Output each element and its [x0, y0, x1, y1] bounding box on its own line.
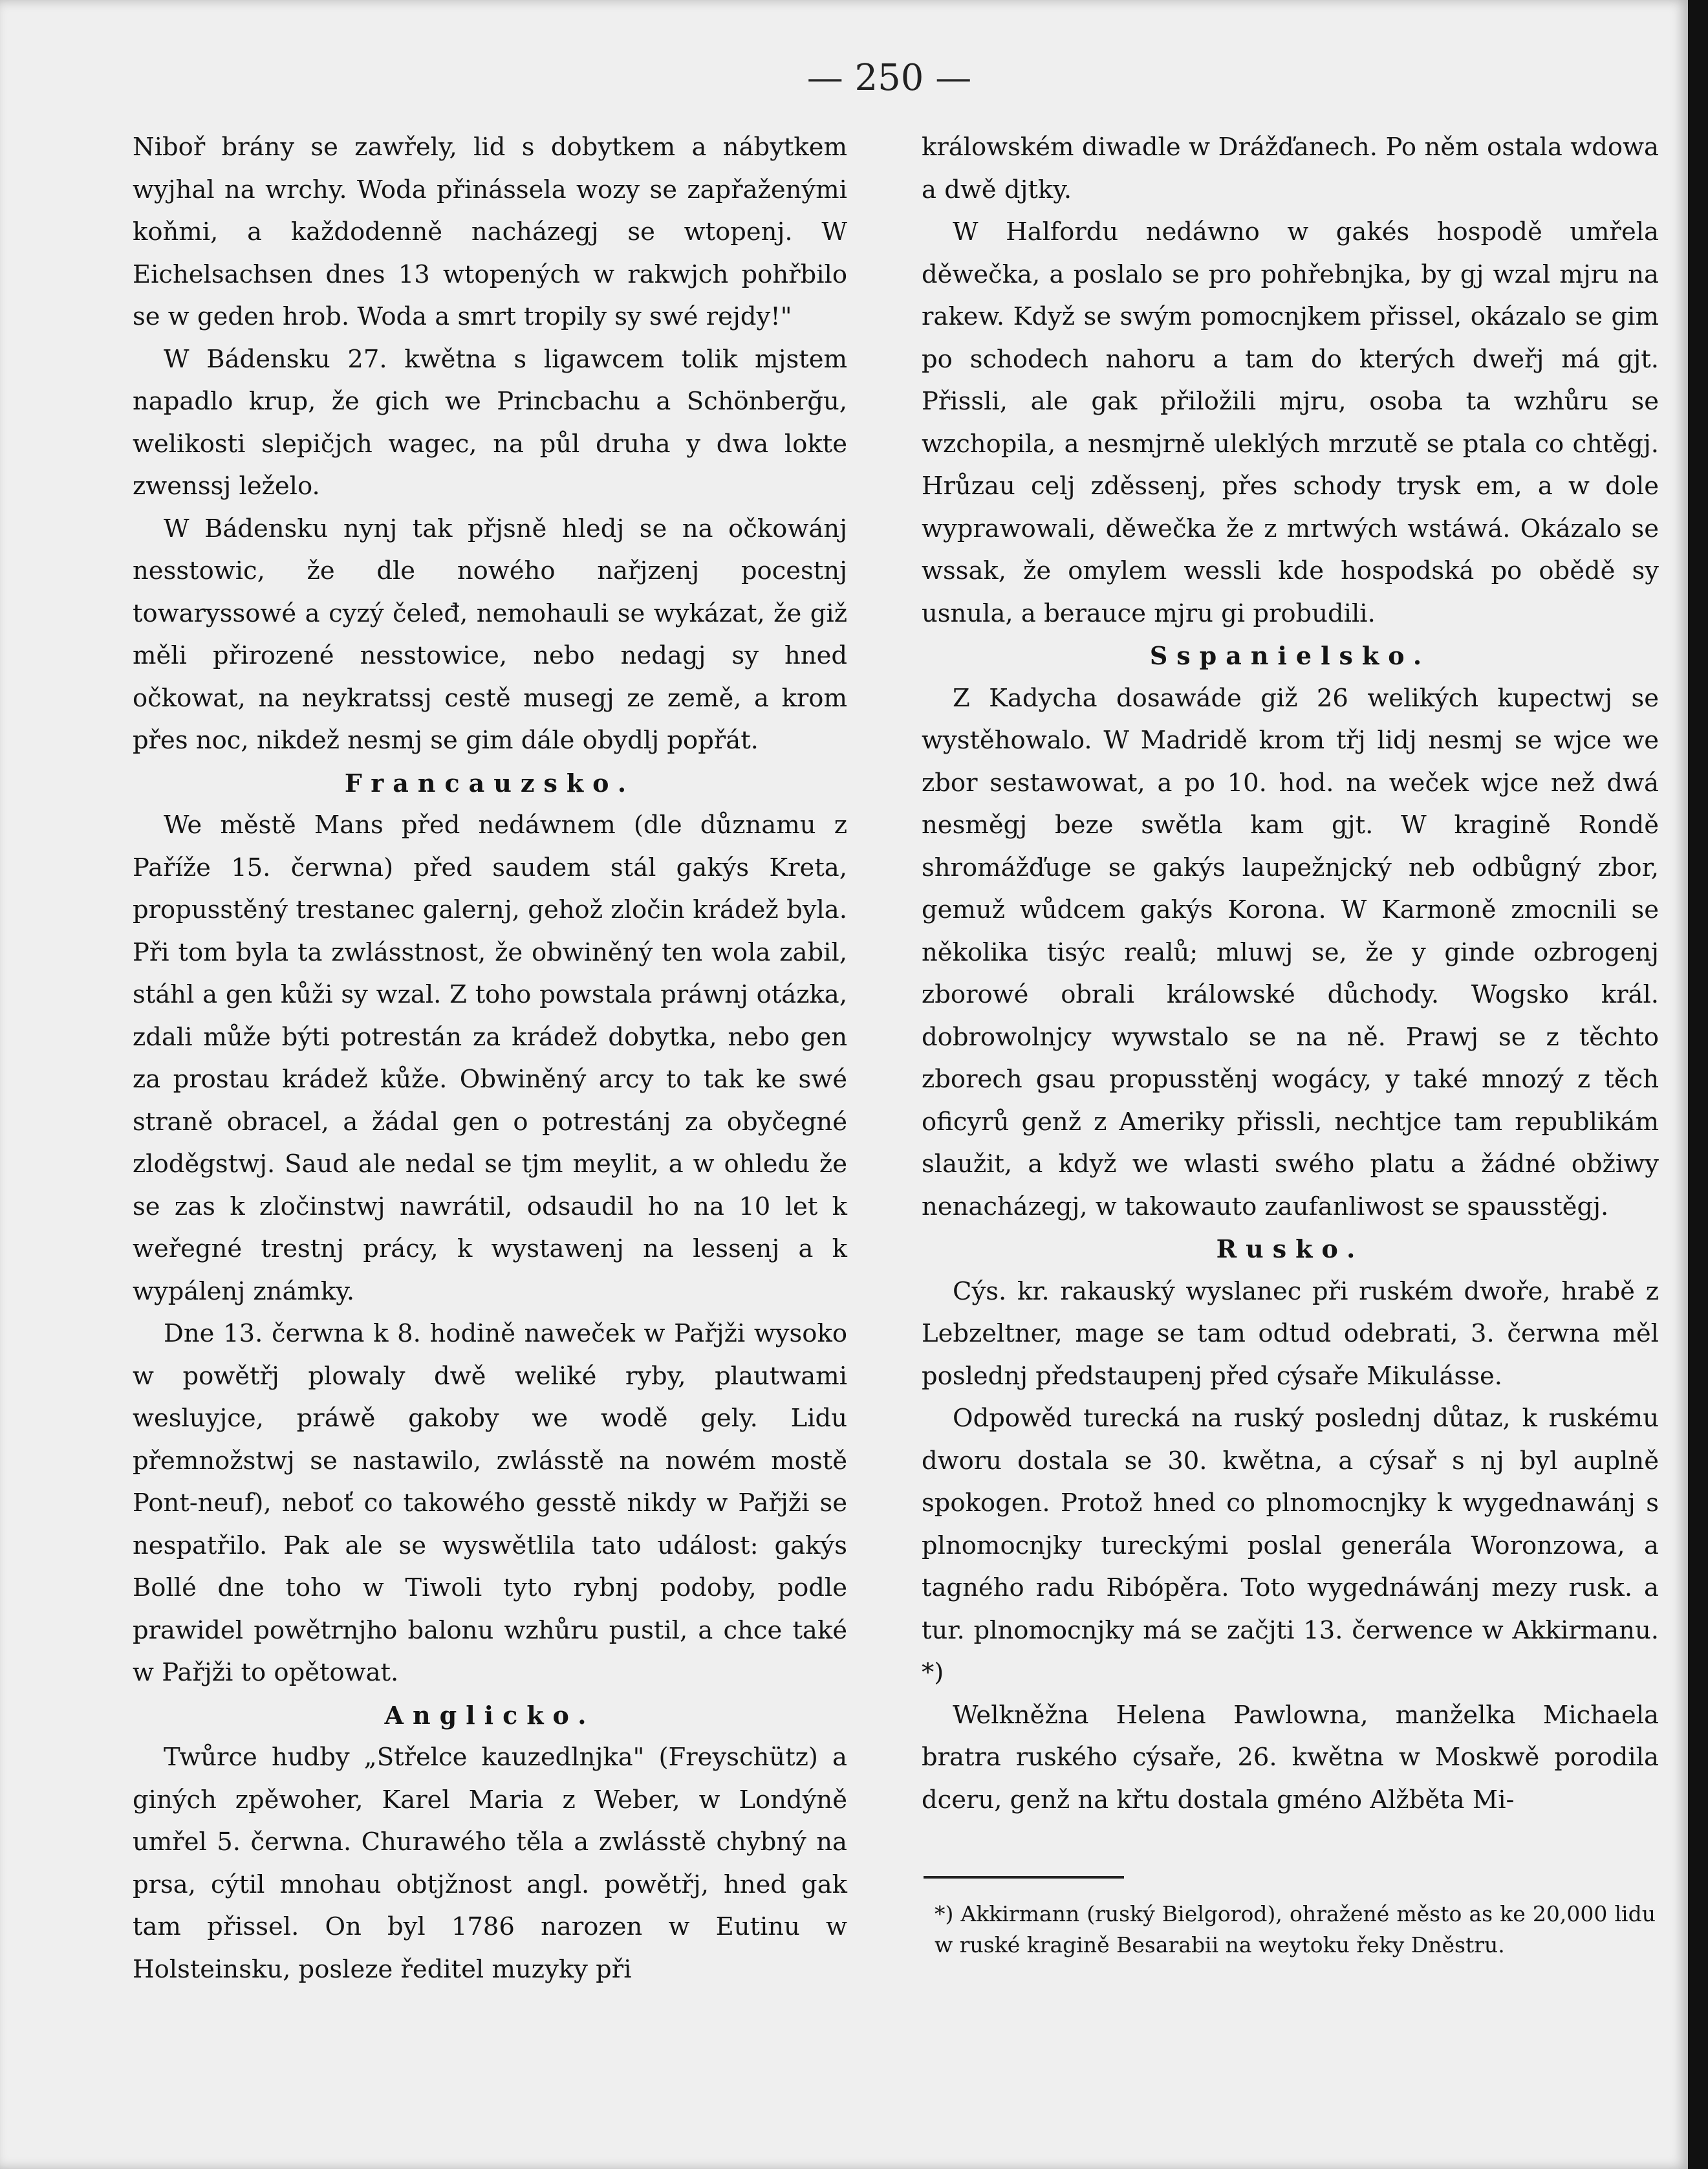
article-paragraph: Twůrce hudby „Střelce kauzedlnjka" (Freyschütz) a giných zpěwoher, Karel Maria z Weber, w Londýně umřel 5. čerwna. Churawého těla a zwlásstě chybný na prsa, cýtil mnohau obtjžnost angl. powětřj, hned gak tam přissel. On byl 1786 narozen w Eutinu w Holsteinsku, posleze ředitel muzyky při: [133, 1743, 847, 1984]
article-paragraph: Welkněžna Helena Pawlowna, manželka Michaela bratra ruského cýsaře, 26. kwětna w Moskwě porodila dceru, genž na křtu dostala gméno Alžběta Mi-: [922, 1700, 1659, 1815]
section-heading-france: Francauzsko.: [344, 768, 636, 798]
section-heading-spain: Sspanielsko.: [1149, 641, 1431, 670]
article-paragraph: Niboř brány se zawřely, lid s dobytkem a nábytkem wyjhal na wrchy. Woda přinássela wozy se zapřaženými koňmi, a každodenně nacházegj se wtopenj. W Eichelsachsen dnes 13 wtopených w rakwjch pohřbilo se w geden hrob. Woda a smrt tropily sy swé rejdy!": [133, 133, 847, 331]
left-column: [133, 126, 847, 1990]
footnote: *) Akkirmann (ruský Bielgorod), ohražené město as ke 20,000 lidu w ruské kragině Besarabii na weytoku řeky Dněstru.: [935, 1901, 1656, 1957]
article-paragraph: W Halfordu nedáwno w gakés hospodě umřela děwečka, a poslalo se pro pohřebnjka, by gj wzal mjru na rakew. Když se swým pomocnjkem přissel, okázalo se gim po schodech nahoru a tam do kterých dweřj má gjt. Přissli, ale gak přiložili mjru, osoba ta wzhůru se wzchopila, a nesmjrně uleklých mrzutě se ptala co chtěgj. Hrůzau celj zděssenj, přes schody trysk em, a w dole wyprawowali, děwečka že z mrtwých wstáwá. Okázalo se wssak, že omylem wessli kde hospodská po obědě sy usnula, a berauce mjru gi probudili.: [922, 217, 1659, 628]
article-paragraph: Dne 13. čerwna k 8. hodině naweček w Pařjži wysoko w powětřj plowaly dwě weliké ryby, plautwami wesluyjce, práwě gakoby we wodě gely. Lidu přemnožstwj se nastawilo, zwlásstě na nowém mostě Pont-neuf), neboť co takowého gesstě nikdy w Pařjži se nespatřilo. Pak ale se wyswětlila tato událost: gakýs Bollé dne toho w Tiwoli tyto rybnj podoby, podle prawidel powětrnjho balonu wzhůru pustil, a chce také w Pařjži to opětowat.: [133, 1319, 847, 1687]
section-heading-england: Anglicko.: [384, 1700, 596, 1730]
article-paragraph: Odpowěd turecká na ruský poslednj důtaz, k ruskému dworu dostala se 30. kwětna, a cýsař s nj byl auplně spokogen. Protož hned co plnomocnjky k wygednawánj s plnomocnjky tureckými poslal generála Woronzowa, a tagného radu Ribópěra. Toto wygednáwánj mezy rusk. a tur. plnomocnjky má se začjti 13. čerwence w Akkirmanu. *): [922, 1404, 1659, 1687]
right-column: [922, 126, 1659, 1821]
article-paragraph: W Bádensku nynj tak přjsně hledj se na očkowánj nesstowic, že dle nowého nařjzenj pocestnj towaryssowé a cyzý čeleđ, nemohauli se wykázat, že giž měli přirozené nesstowice, nebo nedagj sy hned očkowat, na neykratssj cestě musegj ze země, a krom přes noc, nikdež nesmj se gim dále obydlj popřát.: [133, 514, 847, 755]
page-number: — 250 —: [806, 57, 972, 99]
article-paragraph: We městě Mans před nedáwnem (dle důznamu z Paříže 15. čerwna) před saudem stál gakýs Kreta, propusstěný trestanec galernj, gehož zločin krádež byla. Při tom byla ta zwlásstnost, že obwiněný ten wola zabil, stáhl a gen kůži sy wzal. Z toho powstala práwnj otázka, zdali může býti potrestán za krádež dobytka, nebo gen za prostau krádež kůže. Obwiněný arcy to tak ke swé straně obracel, a žádal gen o potrestánj za obyčegné zloděgstwj. Saud ale nedal se tjm meylit, a w ohledu že se zas k zločinstwj nawrátil, odsaudil ho na 10 let k weřegné trestnj prácy, k wystawenj na lessenj a k wypálenj známky.: [133, 811, 847, 1306]
article-paragraph: Cýs. kr. rakauský wyslanec při ruském dwoře, hrabě z Lebzeltner, mage se tam odtud odebrati, 3. čerwna měl poslednj předstaupenj před cýsaře Mikulásse.: [922, 1276, 1659, 1391]
scan-edge: [1688, 0, 1708, 2169]
section-heading-russia: Rusko.: [1216, 1234, 1365, 1263]
article-paragraph: králowském diwadle w Drážďanech. Po něm ostala wdowa a dwě djtky.: [922, 133, 1659, 204]
article-paragraph: W Bádensku 27. kwětna s ligawcem tolik mjstem napadlo krup, že gich we Princbachu a Schönberğu, welikosti slepičjch wagec, na půl druha y dwa lokte zwenssj leželo.: [133, 344, 847, 501]
article-paragraph: Z Kadycha dosawáde giž 26 welikých kupectwj se wystěhowalo. W Madridě krom třj lidj nesmj se wjce we zbor sestawowat, a po 10. hod. na weček wjce než dwá nesměgj beze swětla kam gjt. W kragině Rondě shromážďuge se gakýs laupežnjcký neb odbůgný zbor, gemuž wůdcem gakýs Korona. W Karmoně zmocnili se několika tisýc realů; mluwj se, že y ginde ozbrogenj zborowé obrali králowské důchody. Wogsko král. dobrowolnjcy wywstalo se na ně. Prawj se z těchto zborech gsau propusstěnj wogácy, y také mnozý z těch oficyrů genž z Ameriky přissli, nechtjce tam republikám slaužit, a když we wlasti swého platu a žádné obžiwy nenacházegj, w takowauto zaufanliwost se spausstěgj.: [922, 683, 1659, 1221]
footnote-rule: [924, 1876, 1124, 1879]
